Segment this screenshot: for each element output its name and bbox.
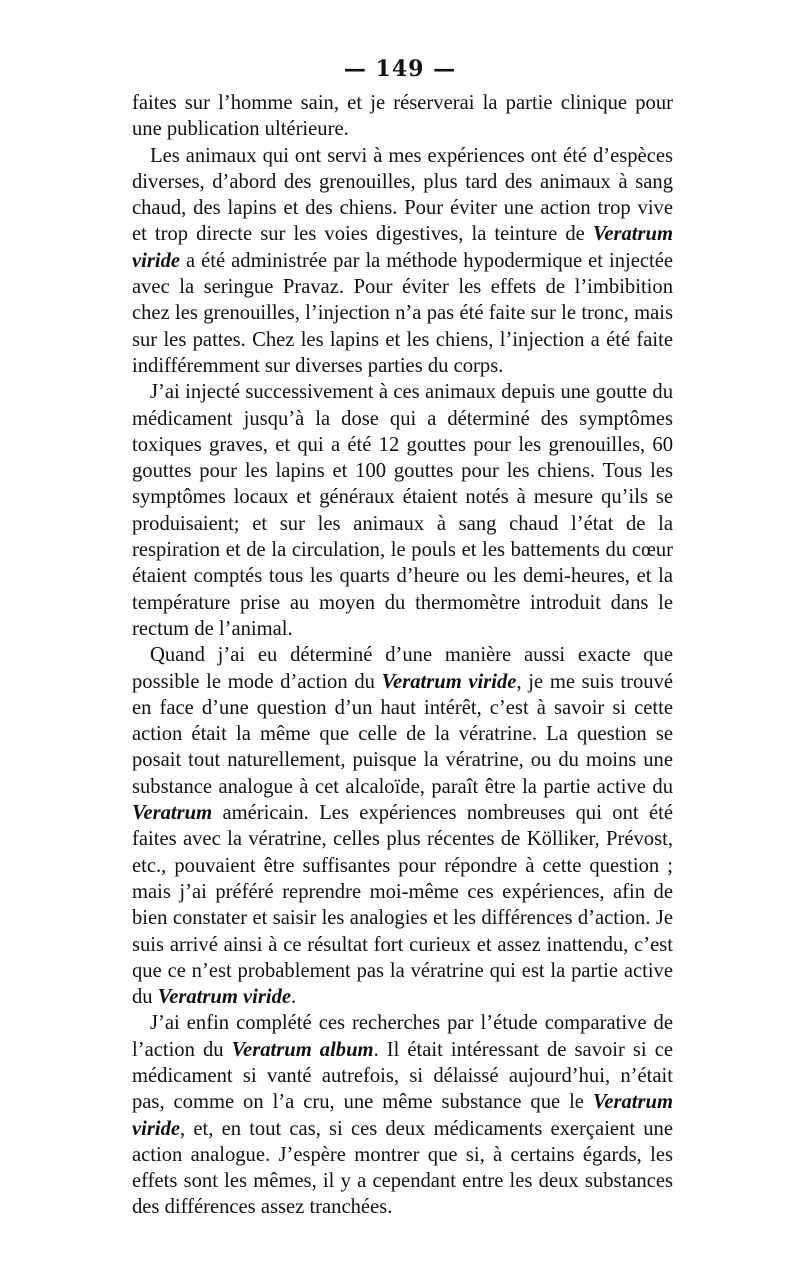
paragraph-text: a été administrée par la méthode hypodermique et injectée avec la seringue Pravaz. Pour éviter les effets de l’imbibition chez les grenouilles, l’injection n’a pas été faite sur le tronc, mais sur les pattes. Chez les lapins et les chiens, l’injection a été faite indifféremment sur diverses parties du corps. (132, 249, 673, 377)
paragraph-text: Les animaux qui ont servi à mes expériences ont été d’espèces diverses, d’abord des grenouilles, plus tard des animaux à sang chaud, des lapins et des chiens. Pour éviter une action trop vive et trop directe sur les voies digestives, la teinture de (132, 144, 673, 246)
paragraph-text: , je me suis trouvé en face d’une question d’un haut intérêt, c’est à savoir si cette action était la même que celle de la vératrine. La question se posait tout naturellement, puisque la vératrine, ou du moins une substance analogue à cet alcaloïde, paraît être la partie active du (132, 670, 674, 798)
paragraph (132, 143, 673, 380)
paragraph-text: . (291, 986, 297, 1009)
paragraph-text: J’ai injecté successivement à ces animaux depuis une goutte du médicament jusqu’à la dose qui a déterminé des symptômes toxiques graves, et qui a été 12 gouttes pour les grenouilles, 60 gouttes pour les lapins et 100 gouttes pour les chiens. Tous les symptômes locaux et généraux étaient notés à mesure qu’ils se produisaient; et sur les animaux à sang chaud l’état de la respiration et de la circulation, le pouls et les battements du cœur étaient comptés tous les quarts d’heure ou les demi-heures, et la température prise au moyen du thermomètre introduit dans le rectum de l’animal. (132, 381, 673, 640)
italic-term: Veratrum viride (381, 670, 517, 693)
italic-term: Veratrum viride (132, 1091, 673, 1140)
paragraph (132, 1010, 673, 1220)
paragraph-text: , et, en tout cas, si ces deux médicaments exerçaient une action analogue. J’espère montrer que si, à certains égards, les effets sont les mêmes, il y a cependant entre les deux substances des différences assez tranchées. (132, 1117, 673, 1219)
paragraph-text: faites sur l’homme sain, et je réserverai la partie clinique pour une publication ultérieure. (132, 92, 673, 141)
paragraph-text: Quand j’ai eu déterminé d’une manière aussi exacte que possible le mode d’action du (132, 644, 673, 693)
paragraph-text: J’ai enfin complété ces recherches par l’étude comparative de l’action du (132, 1012, 673, 1061)
paragraph-text: américain. Les expériences nombreuses qui ont été faites avec la vératrine, celles plus récentes de Kölliker, Prévost, etc., pouvaient être suffisantes pour répondre à cette question ; mais j’ai préféré reprendre moi-même ces expériences, afin de bien constater et saisir les analogies et les différences d’action. Je suis arrivé ainsi à ce résultat fort curieux et assez inattendu, c’est que ce n’est probablement pas la vératrine qui est la partie active du (132, 802, 673, 1009)
paragraph (132, 90, 673, 143)
italic-term: Veratrum album (231, 1038, 374, 1061)
italic-term: Veratrum (132, 802, 213, 825)
paragraph-text: . Il était intéressant de savoir si ce médicament si vanté autrefois, si délaissé aujourd’hui, n’était pas, comme on l’a cru, une même substance que le (132, 1038, 673, 1114)
paragraph (132, 642, 673, 1010)
body-text (132, 90, 673, 1221)
italic-term: Veratrum viride (157, 986, 292, 1009)
italic-term: Veratrum viride (132, 223, 673, 272)
paragraph (132, 379, 673, 642)
page-number: — 149 — (343, 56, 457, 82)
